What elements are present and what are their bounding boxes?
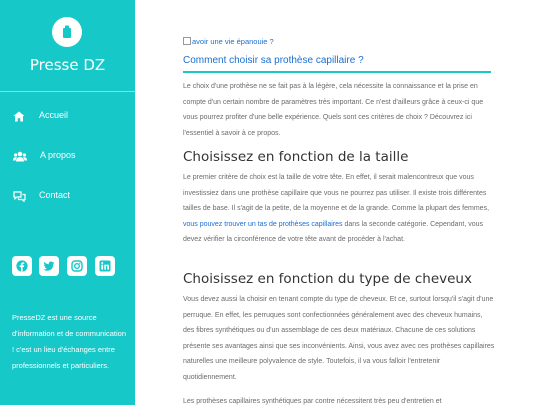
banner-image[interactable]: [183, 37, 274, 46]
logo[interactable]: [52, 17, 82, 47]
chat-icon: [13, 191, 26, 202]
facebook-icon: [16, 260, 28, 272]
home-icon: [13, 111, 25, 122]
nav-item-contact[interactable]: [0, 185, 135, 209]
sidebar: [0, 0, 135, 405]
main-content: [135, 0, 540, 405]
logo-icon: [62, 25, 72, 39]
paragraph-text: Le premier critère de choix est la taille de votre tête. En effet, il serait malencontreux que vous investissiez dans une prothèse capillaire que vous ne pourrez pas utiliser. Il existe trois différentes tailles de base. Il s'agit de la petite, de la moyenne et de la grande. Comme la plupart des femmes,: [183, 174, 490, 213]
instagram-button[interactable]: [67, 256, 87, 276]
broken-image-icon: [183, 37, 191, 45]
site-title[interactable]: Presse DZ: [29, 56, 106, 74]
section-heading-size: Choisissez en fonction de la taille: [183, 149, 409, 165]
about-text: PresseDZ est une source d'information et de communication ! c'est un lieu d'échanges entre professionnels et particuliers.: [12, 313, 126, 370]
paragraph-text: dans la seconde catégorie. Cependant, vous devez vérifier la circonférence de votre tête avant de procéder à l'achat.: [183, 220, 484, 244]
linkedin-button[interactable]: [95, 256, 115, 276]
section-paragraph-hair-cut: Les prothèses capillaires synthétiques par contre nécessitent très peu d'entretien et: [183, 398, 442, 405]
intro-paragraph: Le choix d'une prothèse ne se fait pas à la légère, cela nécessite la connaissance et la prise en compte d'un certain nombre de paramètres très important. Ce n'est d'ailleurs grâce à ceux-ci que vous pourrez profiter d'une belle expérience. Quels sont ces critères de choix ? Découvrez ici l'essentiel à savoir à ce propos.: [183, 83, 484, 137]
instagram-icon: [71, 260, 83, 272]
twitter-icon: [43, 260, 55, 272]
section-paragraph-size: [183, 170, 495, 248]
nav-label: Accueil: [39, 110, 69, 120]
section-heading-hair: Choisissez en fonction du type de cheveux: [183, 271, 472, 287]
article-title-link[interactable]: Comment choisir sa prothèse capillaire ?: [183, 55, 364, 66]
sidebar-divider: [0, 91, 135, 92]
title-underline: [183, 71, 491, 73]
banner-alt-text: avoir une vie épanouie ?: [192, 37, 274, 46]
nav-item-accueil[interactable]: [0, 105, 135, 129]
inline-link[interactable]: vous pouvez trouver un tas de prothèses capillaires: [183, 220, 343, 228]
linkedin-icon: [99, 260, 111, 272]
nav-label: Contact: [39, 190, 71, 200]
nav-label: A propos: [40, 150, 76, 160]
twitter-button[interactable]: [39, 256, 59, 276]
nav-item-apropos[interactable]: [0, 145, 135, 169]
facebook-button[interactable]: [12, 256, 32, 276]
users-icon: [13, 151, 27, 162]
section-paragraph-hair: Vous devez aussi la choisir en tenant compte du type de cheveux. Et ce, surtout lorsqu'il s'agit d'une perruque. En effet, les perruques sont confectionnées généralement avec des cheveux humains, des fibres synthétiques ou d'un assemblage de ces deux matériaux. Chacune de ces solutions présente ses avantages ainsi que ses inconvénients. Ainsi, vous avez avec ces prothèses capillaires naturelles une meilleure polyvalence de style. Toutefois, il va vous falloir l'entretenir quotidiennement.: [183, 296, 495, 381]
